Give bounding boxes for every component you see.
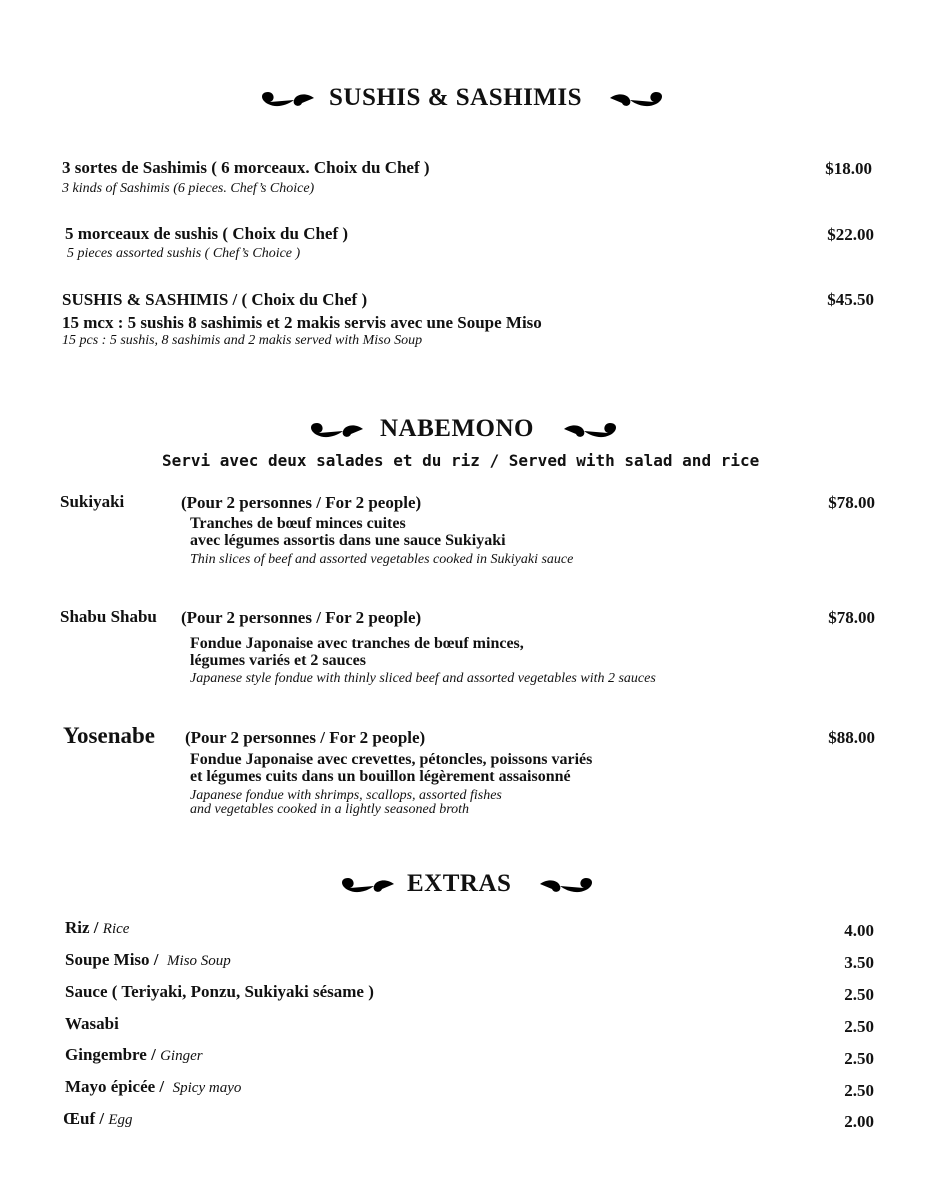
- dish-name: Sukiyaki: [60, 492, 125, 511]
- dish-translation: Japanese style fondue with thinly sliced beef and assorted vegetables with 2 sauces: [190, 671, 656, 686]
- dish-portion: (Pour 2 personnes / For 2 people): [181, 493, 422, 512]
- extra-item: Wasabi: [65, 1014, 119, 1033]
- extra-price: 2.50: [844, 1049, 874, 1068]
- extra-item: Soupe Miso / Miso Soup: [65, 950, 231, 969]
- menu-item-name: SUSHIS & SASHIMIS / ( Choix du Chef ): [62, 290, 368, 309]
- flourish-right-icon: [562, 419, 624, 443]
- dish-name: Yosenabe: [63, 723, 156, 748]
- dish-translation: Japanese fondue with shrimps, scallops, assorted fishes: [190, 788, 502, 803]
- flourish-left-icon: [256, 88, 318, 112]
- extra-price: 2.50: [844, 985, 874, 1004]
- dish-portion: (Pour 2 personnes / For 2 people): [185, 728, 426, 747]
- menu-item-name: 3 sortes de Sashimis ( 6 morceaux. Choix du Chef ): [62, 158, 430, 177]
- dish-name: Shabu Shabu: [60, 607, 157, 626]
- dish-price: $88.00: [828, 728, 875, 747]
- extra-item: Mayo épicée / Spicy mayo: [65, 1077, 242, 1096]
- extra-item: Gingembre / Ginger: [65, 1045, 203, 1064]
- dish-description: et légumes cuits dans un bouillon légèrement assaisonné: [190, 768, 571, 785]
- dish-description: avec légumes assortis dans une sauce Sukiyaki: [190, 532, 506, 549]
- extra-price: 4.00: [844, 921, 874, 940]
- flourish-right-icon: [538, 874, 600, 898]
- extra-price: 2.50: [844, 1017, 874, 1036]
- extra-price: 3.50: [844, 953, 874, 972]
- menu-item-description: 15 mcx : 5 sushis 8 sashimis et 2 makis servis avec une Soupe Miso: [62, 313, 542, 332]
- dish-portion: (Pour 2 personnes / For 2 people): [181, 608, 422, 627]
- extra-item: Sauce ( Teriyaki, Ponzu, Sukiyaki sésame ): [65, 982, 374, 1001]
- dish-translation: Thin slices of beef and assorted vegetables cooked in Sukiyaki sauce: [190, 552, 574, 567]
- dish-description: Tranches de bœuf minces cuites: [190, 515, 406, 532]
- section-subtitle: Servi avec deux salades et du riz / Served with salad and rice: [162, 451, 760, 470]
- extra-price: 2.00: [844, 1112, 874, 1131]
- section-title-nabemono: NABEMONO: [380, 415, 534, 442]
- section-title-sushis: SUSHIS & SASHIMIS: [329, 84, 583, 111]
- dish-translation: and vegetables cooked in a lightly seasoned broth: [190, 802, 470, 817]
- menu-item-translation: 5 pieces assorted sushis ( Chef’s Choice ): [67, 246, 301, 261]
- menu-item-translation: 15 pcs : 5 sushis, 8 sashimis and 2 makis served with Miso Soup: [62, 333, 423, 348]
- flourish-left-icon: [336, 874, 398, 898]
- menu-item-translation: 3 kinds of Sashimis (6 pieces. Chef’s Choice): [62, 181, 315, 196]
- dish-description: Fondue Japonaise avec tranches de bœuf minces,: [190, 635, 524, 652]
- dish-description: Fondue Japonaise avec crevettes, pétoncles, poissons variés: [190, 751, 593, 768]
- extra-item: Œuf / Egg: [63, 1109, 133, 1128]
- dish-description: légumes variés et 2 sauces: [190, 652, 366, 669]
- flourish-left-icon: [305, 419, 367, 443]
- flourish-right-icon: [608, 88, 670, 112]
- dish-price: $78.00: [828, 608, 875, 627]
- menu-item-price: $45.50: [827, 290, 874, 309]
- extra-price: 2.50: [844, 1081, 874, 1100]
- extra-item: Riz / Rice: [65, 918, 130, 937]
- dish-price: $78.00: [828, 493, 875, 512]
- menu-item-name: 5 morceaux de sushis ( Choix du Chef ): [65, 224, 349, 243]
- section-title-extras: EXTRAS: [407, 870, 512, 897]
- menu-item-price: $22.00: [827, 225, 874, 244]
- menu-item-price: $18.00: [825, 159, 872, 178]
